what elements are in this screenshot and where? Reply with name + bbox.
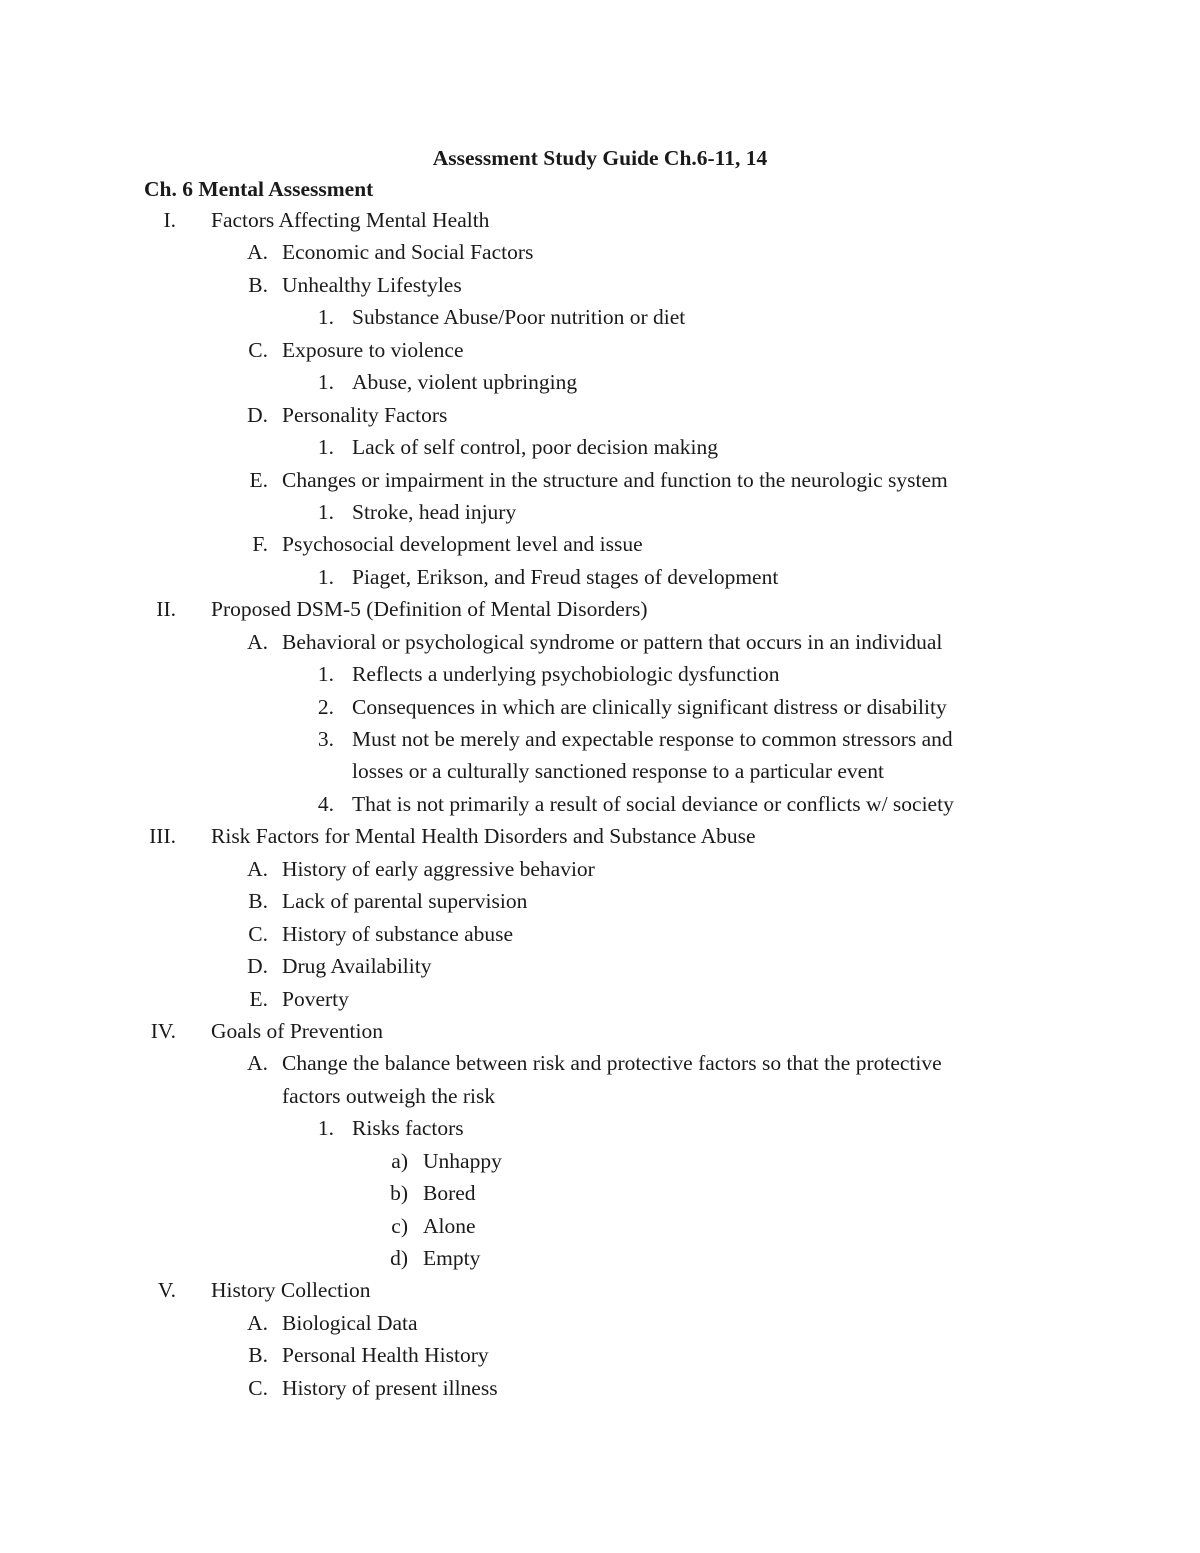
outline-item-marker: III. — [149, 824, 176, 849]
outline-item-level-3 — [0, 366, 1200, 398]
outline-item-text: Exposure to violence — [282, 337, 464, 362]
outline-item-marker: A. — [247, 856, 268, 881]
outline-item-marker: 1. — [317, 435, 334, 460]
outline-item-level-2 — [0, 1339, 1200, 1371]
outline-item-text: Goals of Prevention — [211, 1018, 383, 1043]
outline-item-marker: B. — [248, 272, 268, 297]
outline-item-level-2 — [0, 983, 1200, 1015]
outline-item-marker: E. — [249, 986, 268, 1011]
outline-item-marker: A. — [247, 1310, 268, 1335]
outline-item-marker: 4. — [317, 791, 334, 816]
outline-item-level-1 — [0, 204, 1200, 236]
outline-item-level-2 — [0, 269, 1200, 301]
outline-item-level-1 — [0, 1274, 1200, 1306]
outline-item-marker: c) — [391, 1213, 408, 1238]
outline-item-text: Personal Health History — [282, 1343, 489, 1368]
outline-item-text: Stroke, head injury — [352, 499, 517, 524]
outline-item-text: losses or a culturally sanctioned response to a particular event — [352, 759, 884, 784]
outline-item-marker: D. — [247, 402, 268, 427]
outline-item-text: Biological Data — [282, 1310, 418, 1335]
outline-item-text: Empty — [423, 1246, 481, 1270]
outline-item-text: Risks factors — [352, 1116, 464, 1141]
outline-item-level-3 — [0, 1112, 1200, 1144]
outline-item-level-2 — [0, 1080, 1200, 1112]
outline-item-marker: 2. — [317, 694, 334, 719]
outline-item-text: Drug Availability — [282, 954, 432, 979]
outline-item-text: That is not primarily a result of social deviance or conflicts w/ society — [352, 791, 954, 816]
outline-item-text: Reflects a underlying psychobiologic dysfunction — [352, 662, 780, 687]
outline-item-text: Poverty — [282, 986, 349, 1011]
outline-item-level-4 — [0, 1145, 1200, 1177]
outline-item-text: Consequences in which are clinically significant distress or disability — [352, 694, 947, 719]
outline-item-marker: 1. — [317, 662, 334, 687]
outline-item-marker: E. — [249, 467, 268, 492]
outline-item-text: Alone — [423, 1213, 476, 1238]
outline-item-marker: b) — [390, 1181, 408, 1206]
outline-item-text: Behavioral or psychological syndrome or pattern that occurs in an individual — [282, 629, 943, 654]
outline-item-level-3 — [0, 496, 1200, 528]
outline-item-marker: 1. — [317, 370, 334, 395]
outline-item-marker: 3. — [317, 727, 334, 751]
outline-item-text: Lack of parental supervision — [282, 889, 528, 914]
outline-item-text: Change the balance between risk and protective factors so that the protective — [282, 1051, 942, 1076]
outline-item-marker: C. — [248, 1375, 268, 1400]
outline-item-text: Bored — [423, 1181, 476, 1206]
outline-item-text: Economic and Social Factors — [282, 240, 534, 265]
outline-item-text: History of present illness — [282, 1375, 498, 1400]
outline-item-level-3 — [0, 301, 1200, 333]
outline-item-level-2 — [0, 950, 1200, 982]
outline-item-marker: d) — [390, 1246, 408, 1270]
outline-item-marker: C. — [248, 921, 268, 946]
outline-item-marker: 1. — [317, 564, 334, 589]
outline-list — [0, 204, 1200, 1404]
outline-item-level-3 — [0, 431, 1200, 463]
outline-item-marker: D. — [247, 954, 268, 979]
outline-item-level-2 — [0, 885, 1200, 917]
outline-item-level-4 — [0, 1210, 1200, 1242]
outline-item-level-2 — [0, 236, 1200, 268]
outline-item-level-2 — [0, 528, 1200, 560]
outline-item-level-1 — [0, 820, 1200, 852]
outline-item-text: Unhappy — [423, 1148, 502, 1173]
outline-item-text: Abuse, violent upbringing — [352, 370, 578, 395]
outline-item-level-3 — [0, 755, 1200, 787]
outline-item-text: Must not be merely and expectable response to common stressors and — [352, 727, 953, 751]
outline-item-level-2 — [0, 1307, 1200, 1339]
outline-item-text: Personality Factors — [282, 402, 448, 427]
outline-item-level-2 — [0, 399, 1200, 431]
outline-item-level-1 — [0, 1015, 1200, 1047]
outline-item-level-4 — [0, 1177, 1200, 1209]
outline-item-marker: A. — [247, 240, 268, 265]
outline-item-text: Proposed DSM-5 (Definition of Mental Disorders) — [211, 597, 648, 622]
outline-item-marker: A. — [247, 1051, 268, 1076]
outline-item-text: History of substance abuse — [282, 921, 514, 946]
outline-item-level-2 — [0, 626, 1200, 658]
outline-item-text: History Collection — [211, 1278, 371, 1303]
outline-item-level-2 — [0, 1047, 1200, 1079]
outline-item-text: factors outweigh the risk — [282, 1083, 496, 1108]
outline-item-marker: C. — [248, 337, 268, 362]
outline-item-marker: F. — [252, 532, 268, 557]
outline-item-text: Unhealthy Lifestyles — [282, 272, 462, 297]
outline-item-text: Piaget, Erikson, and Freud stages of development — [352, 564, 779, 589]
outline-item-marker: A. — [247, 629, 268, 654]
outline-item-level-3 — [0, 788, 1200, 820]
outline-item-text: Factors Affecting Mental Health — [211, 208, 490, 232]
document-title: Assessment Study Guide Ch.6-11, 14 — [432, 146, 768, 170]
outline-item-marker: IV. — [150, 1018, 176, 1043]
outline-item-text: History of early aggressive behavior — [282, 856, 595, 881]
outline-item-text: Risk Factors for Mental Health Disorders and Substance Abuse — [211, 824, 756, 849]
outline-item-text: Substance Abuse/Poor nutrition or diet — [352, 305, 686, 330]
outline-item-level-1 — [0, 593, 1200, 625]
outline-item-marker: 1. — [317, 305, 334, 330]
outline-item-level-2 — [0, 918, 1200, 950]
outline-item-level-3 — [0, 658, 1200, 690]
outline-item-marker: B. — [248, 1343, 268, 1368]
outline-item-marker: B. — [248, 889, 268, 914]
outline-item-text: Lack of self control, poor decision making — [352, 435, 718, 460]
outline-item-level-2 — [0, 334, 1200, 366]
outline-item-marker: II. — [156, 597, 176, 622]
outline-item-level-3 — [0, 561, 1200, 593]
outline-item-marker: a) — [391, 1148, 408, 1173]
outline-item-level-3 — [0, 691, 1200, 723]
outline-item-level-2 — [0, 1372, 1200, 1404]
outline-item-marker: 1. — [317, 499, 334, 524]
outline-item-level-3 — [0, 723, 1200, 755]
outline-item-text: Psychosocial development level and issue — [282, 532, 643, 557]
outline-item-marker: I. — [163, 208, 176, 232]
outline-item-text: Changes or impairment in the structure and function to the neurologic system — [282, 467, 948, 492]
outline-item-marker: V. — [157, 1278, 176, 1303]
outline-item-marker: 1. — [317, 1116, 334, 1141]
chapter-heading: Ch. 6 Mental Assessment — [144, 177, 374, 201]
outline-item-level-4 — [0, 1242, 1200, 1274]
outline-item-level-2 — [0, 853, 1200, 885]
outline-item-level-2 — [0, 464, 1200, 496]
